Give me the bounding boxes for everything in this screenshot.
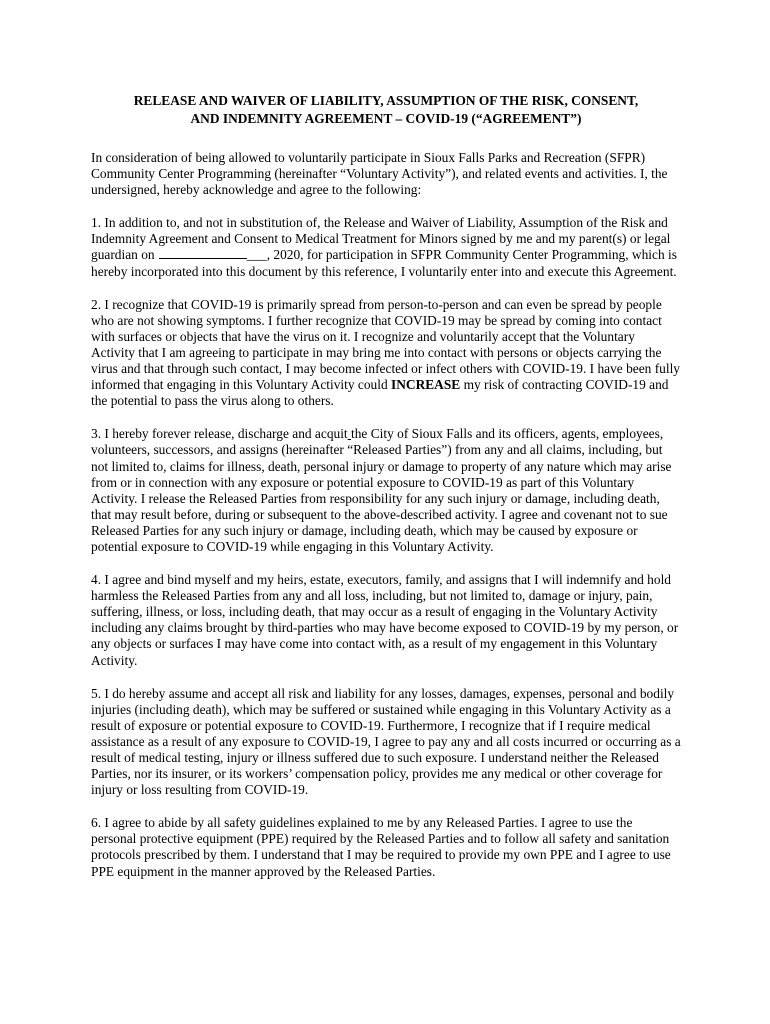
title-line-2: AND INDEMNITY AGREEMENT – COVID-19 (“AGREEMENT”)	[190, 111, 582, 126]
paragraph-6: 6. I agree to abide by all safety guidelines explained to me by any Released Parties. I agree to use the personal protective equipment (PPE) required by the Released Parties and to follow all safety and sanitation protocols prescribed by them. I understand that I may be required to provide my own PPE and I agree to use PPE equipment in the manner approved by the Released Parties.	[91, 815, 671, 879]
document-title	[91, 92, 681, 128]
paragraph-3	[91, 426, 681, 555]
paragraph-2-text-start: 2. I recognize that COVID-19 is primarily spread from person-to-person and can even be spread by people who are not showing symptoms. I further recognize that COVID-19 may be spread by coming into contact with surfaces or objects that have the virus on it. I recognize and voluntarily accept that the Voluntary Activity that I am agreeing to participate in may bring me into contact with persons or objects carrying the virus and that through such contact, I may become infected or infect others with COVID-19. I have been fully informed that engaging in this Voluntary Activity could	[91, 296, 681, 393]
paragraph-2-text-end: my risk of contracting COVID-19 and the potential to pass the virus along to others.	[91, 377, 669, 409]
paragraph-1-text-end: , 2020, for participation in SFPR Community Center Programming, which is hereby incorporated into this document by this reference, I voluntarily enter into and execute this Agreement.	[91, 247, 677, 279]
date-blank-field[interactable]	[159, 247, 247, 259]
paragraph-1	[91, 215, 681, 279]
paragraph-2	[91, 297, 681, 410]
paragraph-3-text-start: 3. I hereby forever release, discharge and acquit	[91, 426, 348, 442]
increase-emphasis: INCREASE	[391, 377, 461, 393]
paragraph-1-text-start: 1. In addition to, and not in substitution of, the Release and Waiver of Liability, Assumption of the Risk and Indemnity Agreement and Consent to Medical Treatment for Minors signed by me and my parent(s) or legal guardian on	[91, 215, 671, 263]
title-line-1: RELEASE AND WAIVER OF LIABILITY, ASSUMPTION OF THE RISK, CONSENT,	[133, 93, 639, 108]
document-page	[91, 92, 681, 897]
paragraph-3-text-end: the City of Sioux Falls and its officers, agents, employees, volunteers, successors, and assigns (hereinafter “Released Parties”) from any and all claims, including, but not limited to, claims for illness, death, personal injury or damage to property of any nature which may arise from or in connection with any exposure or potential exposure to COVID-19 as part of this Voluntary Activity. I release the Released Parties from responsibility for any such injury or damage, including death, that may result before, during or subsequent to the above-described activity. I agree and covenant not to sue Released Parties for any such injury or damage, including death, which may be caused by exposure or potential exposure to COVID-19 while engaging in this Voluntary Activity.	[91, 426, 672, 554]
paragraph-5: 5. I do hereby assume and accept all risk and liability for any losses, damages, expenses, personal and bodily injuries (including death), which may be suffered or sustained while engaging in this Voluntary Activity as a result of exposure or potential exposure to COVID-19. Furthermore, I recognize that if I require medical assistance as a result of any exposure to COVID-19, I agree to pay any and all costs incurred or occurring as a result of medical testing, injury or illness suffered due to such exposure. I understand neither the Released Parties, nor its insurer, or its workers’ compensation policy, provides me any medical or other coverage for injury or loss resulting from COVID-19.	[91, 685, 681, 798]
date-blank-suffix: ___	[246, 247, 267, 263]
intro-paragraph: In consideration of being allowed to voluntarily participate in Sioux Falls Parks and Recreation (SFPR) Community Center Programming (hereinafter “Voluntary Activity”), and related events and activities. I, the undersigned, hereby acknowledge and agree to the following:	[91, 150, 668, 198]
paragraph-4: 4. I agree and bind myself and my heirs, estate, executors, family, and assigns that I will indemnify and hold harmless the Released Parties from any and all loss, including, but not limited to, damage or injury, pain, suffering, illness, or loss, including death, that may occur as a result of engaging in the Voluntary Activity including any claims brought by third-parties who may have become exposed to COVID-19 by my person, or any objects or surfaces I may have come into contact with, as a result of my engagement in this Voluntary Activity.	[91, 572, 679, 668]
